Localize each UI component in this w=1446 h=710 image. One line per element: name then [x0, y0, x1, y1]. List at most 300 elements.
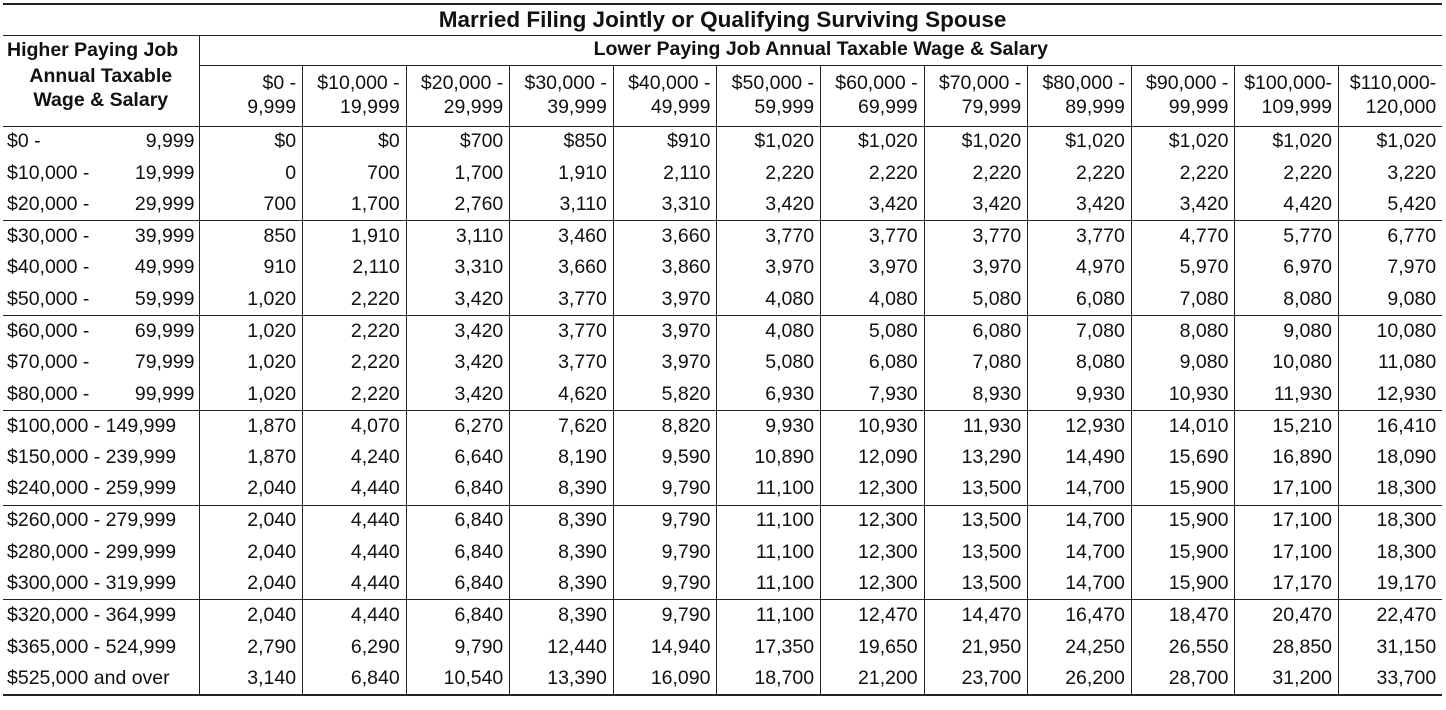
column-header-line: 19,999 [340, 95, 400, 118]
table-cell: 8,390 [510, 474, 614, 506]
column-header-line: 29,999 [443, 95, 504, 118]
table-cell: 5,080 [717, 347, 821, 379]
table-cell: 12,300 [821, 505, 925, 537]
table-cell: 9,790 [613, 600, 717, 632]
table-cell: 6,930 [717, 379, 821, 411]
table-row [3, 410, 1442, 442]
table-cell: 7,080 [1028, 316, 1132, 348]
table-cell: 17,100 [1235, 505, 1339, 537]
table-cell: 3,420 [1028, 189, 1132, 221]
column-header-line: $0 - [262, 72, 297, 95]
table-cell: 3,110 [510, 189, 614, 221]
table-cell: 8,390 [510, 537, 614, 569]
table-cell: 11,930 [1235, 379, 1339, 411]
table-cell: 4,440 [303, 474, 407, 506]
table-cell: 17,170 [1235, 568, 1339, 600]
row-label [3, 221, 199, 253]
table-row [3, 600, 1442, 632]
table-cell: 2,220 [1028, 158, 1132, 190]
table-cell: 10,080 [1235, 347, 1339, 379]
row-label [3, 126, 199, 158]
column-group-header: Lower Paying Job Annual Taxable Wage & Salary [199, 35, 1442, 65]
table-cell: 6,080 [1028, 284, 1132, 316]
table-cell: 8,080 [1028, 347, 1132, 379]
table-cell: 910 [263, 256, 297, 279]
column-header [717, 65, 821, 126]
table-cell: 3,110 [406, 221, 510, 253]
row-label-part: $50,000 - [7, 287, 90, 310]
column-header-line: 89,999 [1065, 95, 1125, 118]
column-header-line: 69,999 [858, 95, 918, 118]
table-row [3, 158, 1442, 190]
table-cell: 2,040 [247, 572, 297, 595]
table-cell: 1,870 [247, 445, 297, 468]
table-cell: 28,700 [1131, 663, 1235, 695]
table-row [3, 663, 1442, 695]
table-row [3, 379, 1442, 411]
table-cell: 20,470 [1235, 600, 1339, 632]
column-header-line: 49,999 [650, 95, 711, 118]
row-label: $320,000 - 364,999 [3, 600, 199, 632]
table-cell: 14,010 [1131, 410, 1235, 442]
table-cell: $850 [510, 126, 614, 158]
table-cell: 5,770 [1235, 221, 1339, 253]
table-cell: 4,440 [303, 568, 407, 600]
table-cell: 6,840 [406, 537, 510, 569]
table-cell: 3,770 [510, 316, 614, 348]
table-cell: 6,970 [1235, 252, 1339, 284]
table-cell: 3,420 [406, 284, 510, 316]
table-cell: 2,220 [924, 158, 1028, 190]
table-cell: 17,100 [1235, 537, 1339, 569]
row-label: $240,000 - 259,999 [3, 474, 199, 506]
table-cell: 21,950 [924, 632, 1028, 664]
row-label-part: $30,000 - [7, 225, 90, 248]
table-cell: 19,170 [1339, 568, 1443, 600]
table-cell: 8,390 [510, 600, 614, 632]
table-cell: 12,930 [1028, 410, 1132, 442]
table-cell: 14,490 [1028, 442, 1132, 474]
table-cell: 4,440 [303, 505, 407, 537]
table-cell: $1,020 [717, 126, 821, 158]
row-label-part: $70,000 - [7, 351, 90, 374]
table-cell: 11,100 [717, 568, 821, 600]
row-label-part: $40,000 - [7, 256, 90, 279]
table-row [3, 284, 1442, 316]
column-header-line: $70,000 - [938, 72, 1022, 95]
table-cell: 8,190 [510, 442, 614, 474]
table-cell: 1,700 [303, 189, 407, 221]
table-cell: 28,850 [1235, 632, 1339, 664]
table-cell: 4,080 [717, 284, 821, 316]
table-cell: $1,020 [1131, 126, 1235, 158]
row-label: $260,000 - 279,999 [3, 505, 199, 537]
table-cell: 14,700 [1028, 474, 1132, 506]
table-cell: 6,080 [924, 316, 1028, 348]
table-cell: 1,020 [247, 287, 297, 310]
row-label: $150,000 - 239,999 [3, 442, 199, 474]
table-cell: 7,080 [1131, 284, 1235, 316]
table-cell: 700 [303, 158, 407, 190]
table-cell: 26,200 [1028, 663, 1132, 695]
table-cell: 7,080 [924, 347, 1028, 379]
table-cell: 3,420 [406, 316, 510, 348]
row-header-line-2: Annual Taxable [29, 65, 173, 87]
table-cell: 6,840 [406, 474, 510, 506]
table-cell: 2,220 [717, 158, 821, 190]
table-cell: 4,620 [510, 379, 614, 411]
column-header [613, 65, 717, 126]
table-cell: 13,500 [924, 474, 1028, 506]
row-header-lines [3, 65, 199, 126]
table-cell: 9,790 [613, 568, 717, 600]
table-cell: 3,970 [613, 316, 717, 348]
table-cell: 19,650 [821, 632, 925, 664]
table-cell: 2,760 [406, 189, 510, 221]
table-row [3, 442, 1442, 474]
table-cell: 12,470 [821, 600, 925, 632]
table-cell: 13,390 [510, 663, 614, 695]
table-cell: 18,090 [1339, 442, 1443, 474]
column-header-line: $60,000 - [835, 72, 918, 95]
table-cell: 31,150 [1339, 632, 1443, 664]
withholding-table [3, 3, 1442, 696]
table-cell: 12,930 [1339, 379, 1443, 411]
table-cell: 3,420 [406, 379, 510, 411]
table-cell: 15,900 [1131, 505, 1235, 537]
row-label: $100,000 - 149,999 [3, 410, 199, 442]
column-header-line: $80,000 - [1042, 72, 1125, 95]
table-cell: 6,080 [821, 347, 925, 379]
table-cell: 5,080 [821, 316, 925, 348]
column-header-line: 120,000 [1365, 95, 1437, 118]
table-cell: 3,970 [717, 252, 821, 284]
table-cell: 9,930 [1028, 379, 1132, 411]
table-cell: 9,590 [613, 442, 717, 474]
table-cell: 12,300 [821, 537, 925, 569]
table-cell: $1,020 [1235, 126, 1339, 158]
table-cell: 14,470 [924, 600, 1028, 632]
table-cell: 3,140 [199, 663, 303, 695]
table-cell: 22,470 [1339, 600, 1443, 632]
column-header [199, 65, 303, 126]
table-cell: 0 [285, 161, 297, 184]
table-row [3, 568, 1442, 600]
table-cell: 23,700 [924, 663, 1028, 695]
column-header-line: $30,000 - [524, 72, 607, 95]
table-cell: $0 [303, 126, 407, 158]
table-cell: $700 [406, 126, 510, 158]
table-cell: 6,270 [406, 410, 510, 442]
table-cell: 2,110 [303, 252, 407, 284]
table-cell: 21,200 [821, 663, 925, 695]
column-header [1339, 65, 1443, 126]
table-cell: 4,770 [1131, 221, 1235, 253]
table-cell: 14,700 [1028, 568, 1132, 600]
table-cell: 3,420 [1131, 189, 1235, 221]
table-cell: 1,910 [510, 158, 614, 190]
row-header-line-3: Wage & Salary [33, 88, 169, 111]
column-header-line: $100,000- [1244, 72, 1333, 95]
table-cell: 13,500 [924, 537, 1028, 569]
table-cell: 4,440 [303, 600, 407, 632]
table-cell: 6,840 [303, 663, 407, 695]
column-header [406, 65, 510, 126]
row-label-part: 39,999 [134, 225, 195, 248]
column-header [1028, 65, 1132, 126]
table-row [3, 252, 1442, 284]
column-header-line: 109,999 [1261, 95, 1333, 118]
table-cell: 31,200 [1235, 663, 1339, 695]
row-label [3, 252, 199, 284]
row-label [3, 379, 199, 411]
table-cell: 12,300 [821, 568, 925, 600]
table-cell: 3,310 [406, 252, 510, 284]
table-cell: 7,620 [510, 410, 614, 442]
table-cell: 2,220 [1235, 158, 1339, 190]
table-cell: 9,930 [717, 410, 821, 442]
table-row [3, 474, 1442, 506]
column-header-line: $40,000 - [628, 72, 711, 95]
column-header [1235, 65, 1339, 126]
table-cell: 14,940 [613, 632, 717, 664]
table-cell: 4,440 [303, 537, 407, 569]
row-label [3, 316, 199, 348]
table-cell: 14,700 [1028, 537, 1132, 569]
table-cell: 15,900 [1131, 537, 1235, 569]
table-cell: 10,080 [1339, 316, 1443, 348]
table-row [3, 537, 1442, 569]
table-cell: 10,930 [821, 410, 925, 442]
table-cell: 10,890 [717, 442, 821, 474]
table-cell: 8,390 [510, 568, 614, 600]
table-cell: 12,300 [821, 474, 925, 506]
table-cell: 8,080 [1131, 316, 1235, 348]
table-cell: 16,470 [1028, 600, 1132, 632]
row-label [3, 284, 199, 316]
table-cell: 4,070 [303, 410, 407, 442]
table-cell: 2,040 [199, 600, 303, 632]
table-cell: 18,470 [1131, 600, 1235, 632]
table-cell: 7,970 [1339, 252, 1443, 284]
table-cell: 1,870 [199, 410, 303, 442]
table-cell: 11,930 [924, 410, 1028, 442]
table-cell: 18,700 [717, 663, 821, 695]
row-header-line-1: Higher Paying Job [3, 35, 199, 65]
table-cell: 10,930 [1131, 379, 1235, 411]
table-title: Married Filing Jointly or Qualifying Surviving Spouse [3, 4, 1442, 35]
table-row [3, 316, 1442, 348]
table-cell: 18,300 [1339, 505, 1443, 537]
table-cell: 17,350 [717, 632, 821, 664]
table-cell: 13,500 [924, 568, 1028, 600]
table-cell: 2,110 [613, 158, 717, 190]
table-cell: 7,930 [821, 379, 925, 411]
table-cell: 2,220 [821, 158, 925, 190]
table-cell: 15,210 [1235, 410, 1339, 442]
row-label-part: $20,000 - [7, 192, 90, 215]
table-cell: 1,700 [406, 158, 510, 190]
table-cell: 2,040 [247, 477, 297, 500]
table-cell: 2,040 [247, 540, 297, 563]
table-cell: 16,410 [1339, 410, 1443, 442]
table-cell: $1,020 [1339, 126, 1443, 158]
table-cell: 2,220 [303, 379, 407, 411]
table-cell: 24,250 [1028, 632, 1132, 664]
table-cell: 8,390 [510, 505, 614, 537]
table-cell: 2,220 [303, 316, 407, 348]
table-cell: 6,840 [406, 600, 510, 632]
table-cell: 700 [263, 192, 297, 215]
table-cell: 3,970 [613, 284, 717, 316]
table-cell: 4,080 [717, 316, 821, 348]
column-header [1131, 65, 1235, 126]
table-cell: 15,690 [1131, 442, 1235, 474]
table-cell: 3,770 [717, 221, 821, 253]
table-cell: 3,420 [406, 347, 510, 379]
table-cell: 12,090 [821, 442, 925, 474]
table-cell: 3,770 [510, 347, 614, 379]
table-body [3, 126, 1442, 695]
table-cell: 5,970 [1131, 252, 1235, 284]
table-cell: 3,460 [510, 221, 614, 253]
table-cell: 18,300 [1339, 474, 1443, 506]
column-header-line: $50,000 - [731, 72, 815, 95]
table-cell: 8,820 [613, 410, 717, 442]
row-label-part: $10,000 - [7, 161, 90, 184]
column-header-line: $10,000 - [317, 72, 400, 95]
table-cell: 16,090 [613, 663, 717, 695]
table-cell: 4,970 [1028, 252, 1132, 284]
table-cell: 11,100 [717, 474, 821, 506]
table-cell: 6,770 [1339, 221, 1443, 253]
table-cell: 10,540 [406, 663, 510, 695]
table-cell: 8,930 [924, 379, 1028, 411]
column-header [821, 65, 925, 126]
row-label [3, 347, 199, 379]
table-cell: $910 [613, 126, 717, 158]
table-cell: 9,790 [406, 632, 510, 664]
table-row [3, 189, 1442, 221]
table-cell: 11,100 [717, 600, 821, 632]
table-row [3, 126, 1442, 158]
column-header-line: 79,999 [961, 95, 1022, 118]
table-cell: 3,420 [717, 189, 821, 221]
table-cell: 1,020 [247, 382, 297, 405]
table-cell: 17,100 [1235, 474, 1339, 506]
row-label: $300,000 - 319,999 [3, 568, 199, 600]
table-cell: 33,700 [1339, 663, 1443, 695]
row-label: $365,000 - 524,999 [3, 632, 199, 664]
table-cell: 3,970 [821, 252, 925, 284]
table-cell: 3,220 [1339, 158, 1443, 190]
table-cell: 15,900 [1131, 474, 1235, 506]
column-header [303, 65, 407, 126]
column-header-line: $110,000- [1349, 72, 1437, 95]
table-cell: 6,840 [406, 505, 510, 537]
table-cell: 16,890 [1235, 442, 1339, 474]
table-cell: 12,440 [510, 632, 614, 664]
table-cell: 3,970 [924, 252, 1028, 284]
table-cell: 9,790 [613, 537, 717, 569]
table-cell: 2,220 [1131, 158, 1235, 190]
row-label-part: 79,999 [134, 351, 195, 374]
table-cell: 6,290 [303, 632, 407, 664]
table-cell: 13,290 [924, 442, 1028, 474]
table-cell: 4,080 [821, 284, 925, 316]
table-row [3, 347, 1442, 379]
table-cell: 6,840 [406, 568, 510, 600]
row-label-part: $0 - [7, 130, 41, 153]
table-cell: 9,790 [613, 474, 717, 506]
table-row [3, 632, 1442, 664]
row-label-part: 59,999 [134, 287, 195, 310]
table-cell: 9,080 [1131, 347, 1235, 379]
row-label-part: 99,999 [134, 382, 195, 405]
table-cell: 14,700 [1028, 505, 1132, 537]
table-cell: 3,310 [613, 189, 717, 221]
table-cell: 4,240 [303, 442, 407, 474]
row-label [3, 189, 199, 221]
table-cell: 9,080 [1235, 316, 1339, 348]
table-cell: 3,860 [613, 252, 717, 284]
table-cell: 3,770 [924, 221, 1028, 253]
table-cell: 3,420 [924, 189, 1028, 221]
table-cell: 2,790 [247, 635, 297, 658]
table-cell: 2,220 [303, 347, 407, 379]
table-cell: 2,220 [303, 284, 407, 316]
column-header [924, 65, 1028, 126]
column-header-line: 9,999 [247, 95, 297, 118]
row-label-part: 9,999 [145, 130, 195, 153]
table-cell: 11,100 [717, 505, 821, 537]
table-cell: 11,080 [1339, 347, 1443, 379]
table-cell: 5,820 [613, 379, 717, 411]
table-cell: 5,080 [924, 284, 1028, 316]
row-label: $280,000 - 299,999 [3, 537, 199, 569]
table-cell: $1,020 [821, 126, 925, 158]
table-cell: 6,640 [406, 442, 510, 474]
table-cell: 3,420 [821, 189, 925, 221]
table-cell: 3,770 [1028, 221, 1132, 253]
table-cell: 1,020 [247, 351, 297, 374]
row-label-part: 19,999 [134, 161, 195, 184]
row-label-part: $60,000 - [7, 319, 90, 342]
table-cell: 9,790 [613, 505, 717, 537]
table-cell: $0 [199, 126, 303, 158]
table-cell: 850 [199, 221, 303, 253]
column-header-line: 39,999 [547, 95, 607, 118]
table-cell: 15,900 [1131, 568, 1235, 600]
table-cell: 18,300 [1339, 537, 1443, 569]
column-header-line: 99,999 [1168, 95, 1229, 118]
row-label-part: 69,999 [134, 319, 195, 342]
table-cell: 3,660 [613, 221, 717, 253]
column-header-line: 59,999 [754, 95, 815, 118]
table-cell: 3,770 [821, 221, 925, 253]
table-cell: 4,420 [1235, 189, 1339, 221]
table-cell: $1,020 [924, 126, 1028, 158]
table-cell: 13,500 [924, 505, 1028, 537]
table-cell: 11,100 [717, 537, 821, 569]
row-label-part: 29,999 [134, 192, 195, 215]
column-header [510, 65, 614, 126]
table-cell: 9,080 [1339, 284, 1443, 316]
row-label [3, 158, 199, 190]
table-row [3, 221, 1442, 253]
table-row [3, 505, 1442, 537]
column-header-line: $20,000 - [420, 72, 504, 95]
